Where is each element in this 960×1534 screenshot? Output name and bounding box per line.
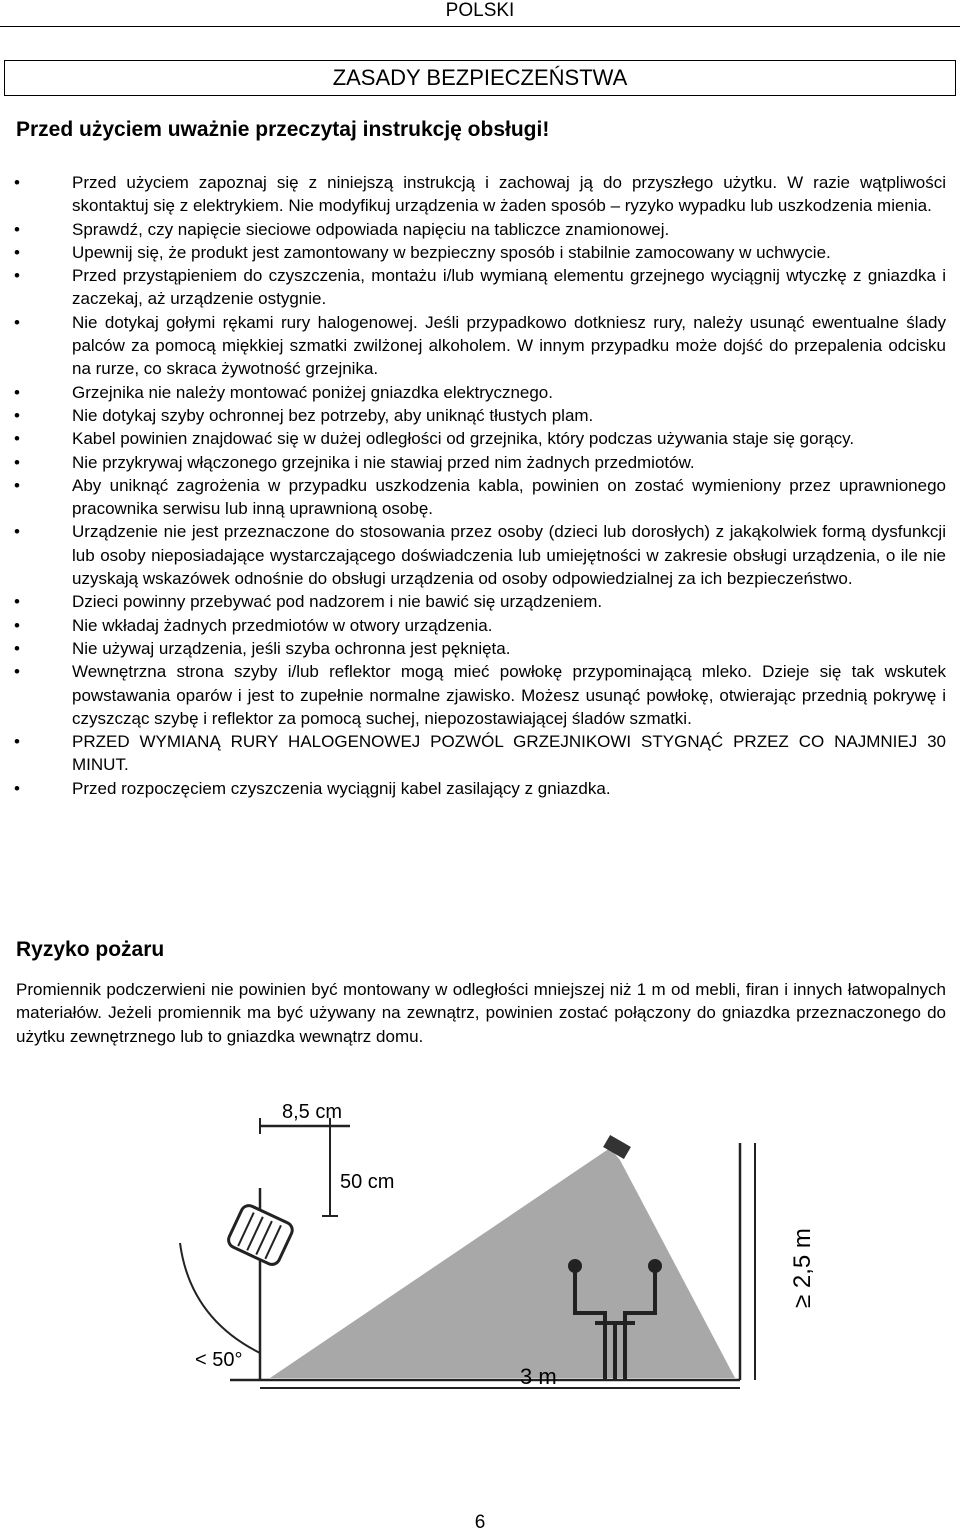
page-header-language: POLSKI <box>0 0 960 27</box>
list-item: • Nie wkładaj żadnych przedmiotów w otwory urządzenia. <box>0 614 946 637</box>
list-item: • Sprawdź, czy napięcie sieciowe odpowiada napięciu na tabliczce znamionowej. <box>0 218 946 241</box>
floor-distance-label: 3 m <box>520 1364 557 1389</box>
instructions-subtitle: Przed użyciem uważnie przeczytaj instrukcję obsługi! <box>16 118 550 141</box>
ceiling-distance-label: 50 cm <box>340 1171 395 1193</box>
list-item: • Nie dotykaj szyby ochronnej bez potrzeby, aby uniknąć tłustych plam. <box>0 404 946 427</box>
list-item: • Upewnij się, że produkt jest zamontowany w bezpieczny sposób i stabilnie zamocowany w uchwycie. <box>0 241 946 264</box>
list-item: • Dzieci powinny przebywać pod nadzorem i nie bawić się urządzeniem. <box>0 590 946 613</box>
height-label: ≥ 2,5 m <box>789 1228 816 1308</box>
angle-label: < 50° <box>195 1349 243 1371</box>
list-item: • Nie używaj urządzenia, jeśli szyba ochronna jest pęknięta. <box>0 637 946 660</box>
depth-label: 8,5 cm <box>282 1101 343 1123</box>
list-item: • Grzejnika nie należy montować poniżej gniazdka elektrycznego. <box>0 381 946 404</box>
list-item: • Przed przystąpieniem do czyszczenia, montażu i/lub wymianą elementu grzejnego wyciągnij wtyczkę z gniazdka i zaczekaj, aż urządzenie ostygnie. <box>0 264 946 311</box>
list-item: • Nie dotykaj gołymi rękami rury halogenowej. Jeśli przypadkowo dotkniesz rury, należy usunąć ewentualne ślady palców za pomocą miękkiej szmatki zwilżonej alkoholem. W innym przypadku może dojść do przepalenia odcisku na rurze, co skraca żywotność grzejnika. <box>0 311 946 381</box>
list-item: • Nie przykrywaj włączonego grzejnika i nie stawiaj przed nim żadnych przedmiotów. <box>0 451 946 474</box>
list-item: • Kabel powinien znajdować się w dużej odległości od grzejnika, który podczas używania staje się gorący. <box>0 427 946 450</box>
fire-risk-paragraph: Promiennik podczerwieni nie powinien być montowany w odległości mniejszej niż 1 m od mebli, firan i innych łatwopalnych materiałów. Jeżeli promiennik ma być używany na zewnątrz, powinien zostać połączony do gniazdka przeznaczonego do użytku zewnętrznego lub to gniazdka wewnątrz domu. <box>16 980 946 1046</box>
fire-risk-heading: Ryzyko pożaru <box>16 938 165 961</box>
list-item: • Wewnętrzna strona szyby i/lub reflektor mogą mieć powłokę przypominającą mleko. Dzieje się tak wskutek powstawania oparów i jest to zupełnie normalne zjawisko. Możesz usunąć powłokę, otwierając przednią pokrywę i czyszcząc szybę i reflektor za pomocą suchej, niepozostawiającej śladów szmatki. <box>0 660 946 730</box>
list-item: • Przed użyciem zapoznaj się z niniejszą instrukcją i zachowaj ją do przyszłego użytku. W razie wątpliwości skontaktuj się z elektrykiem. Nie modyfikuj urządzenia w żaden sposób – ryzyko wypadku lub uszkodzenia mienia. <box>0 171 946 218</box>
angle-arc <box>180 1243 260 1353</box>
list-item: • Aby uniknąć zagrożenia w przypadku uszkodzenia kabla, powinien on zostać wymieniony przez uprawnionego pracownika serwisu lub inną uprawnioną osobę. <box>0 474 946 521</box>
page-title: ZASADY BEZPIECZEŃSTWA <box>4 60 956 96</box>
list-item: • PRZED WYMIANĄ RURY HALOGENOWEJ POZWÓL GRZEJNIKOWI STYGNĄĆ PRZEZ CO NAJMNIEJ 30 MINUT. <box>0 730 946 777</box>
page-number: 6 <box>474 1512 486 1533</box>
list-item: • Urządzenie nie jest przeznaczone do stosowania przez osoby (dzieci lub dorosłych) z jakąkolwiek formą dysfunkcji lub osoby nieposiadające wystarczającego doświadczenia lub umiejętności w zakresie obsługi urządzenia, o ile nie uzyskają wskazówek odnośnie do obsługi urządzenia od osoby odpowiedzialnej za ich bezpieczeństwo. <box>0 520 946 590</box>
safety-rules-list <box>0 171 946 800</box>
list-item: • Przed rozpoczęciem czyszczenia wyciągnij kabel zasilający z gniazdka. <box>0 777 946 800</box>
installation-diagram <box>150 1088 830 1398</box>
heater-lamp <box>226 1203 295 1267</box>
